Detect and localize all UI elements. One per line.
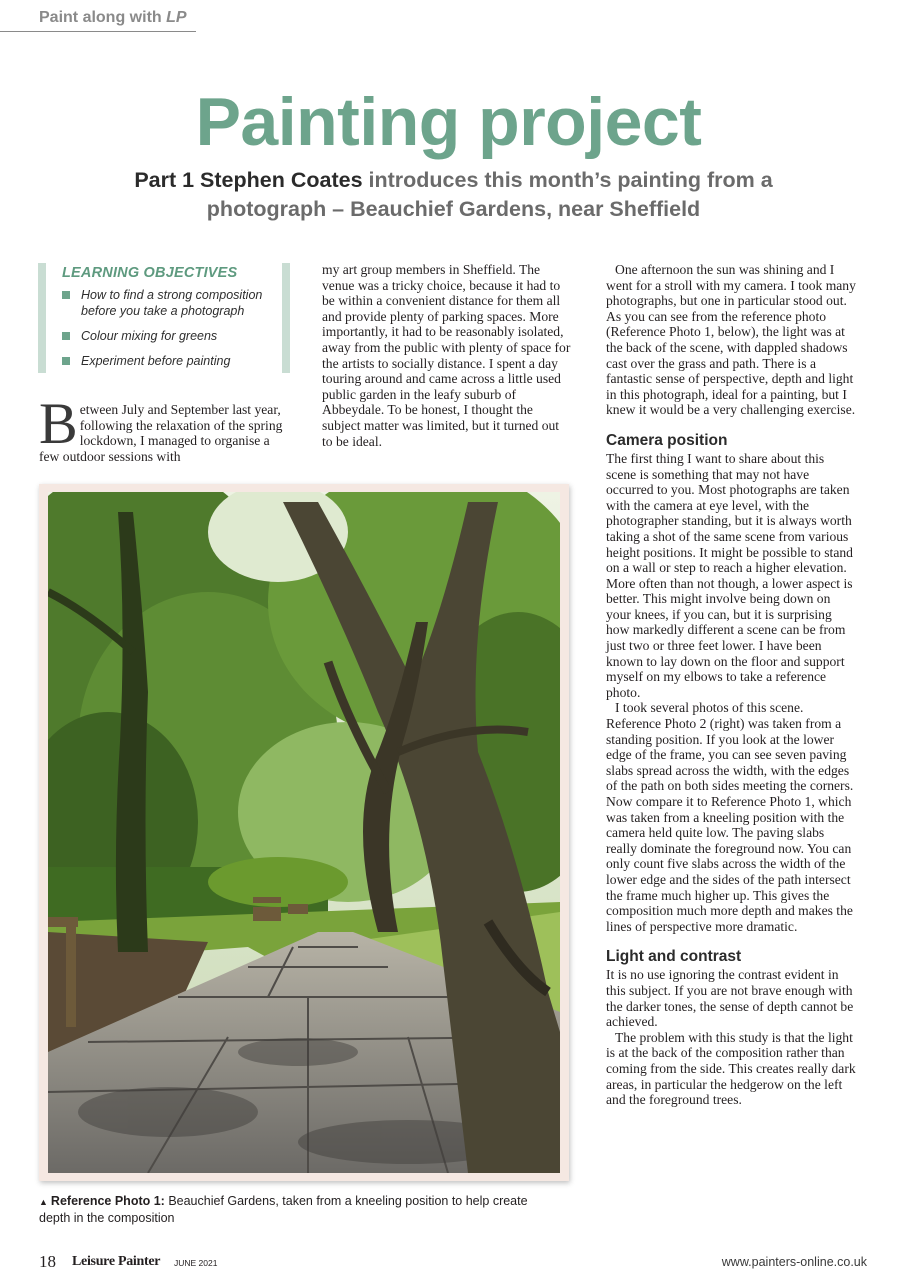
section-tag-text: Paint along with: [39, 9, 167, 26]
issue-date: JUNE 2021: [174, 1258, 218, 1268]
column3-paragraph: The first thing I want to share about this scene is something that may not have occurred to you. Most photographs are taken with the camera at eye level, with the photographer standing, but it is always worth taking a shot of the same scene from various height positions. It might be possible to stand on a wall or step to reach a higher elevation. More often than not though, a lower aspect is better. This might involve being down on your knees, if you can, but it is surprising how markedly different a scene can be from just two or three feet lower. I have been known to lay down on the floor and support myself on my elbows to take a reference photo.: [606, 450, 853, 700]
column3-paragraph: It is no use ignoring the contrast evident in this subject. If you are not brave enough with the darker tones, the sense of depth cannot be achieved.: [606, 967, 854, 1030]
caption-label: Reference Photo 1:: [50, 1194, 165, 1208]
column3-paragraph: One afternoon the sun was shining and I went for a stroll with my camera. I took many photographs, but one in particular stood out. As you can see from the reference photo (Reference Photo 1, below), the light was at the back of the scene, with dappled shadows cast over the grass and path. There is a fantastic sense of perspective, depth and light in this photograph, ideal for a painting, but I knew it would be a very challenging exercise.: [606, 262, 856, 418]
article-column-1: [39, 391, 285, 464]
objective-item: How to find a strong composition before you take a photograph: [62, 287, 282, 319]
reference-photo-frame: [39, 484, 569, 1181]
column3-paragraph: I took several photos of this scene. Reference Photo 2 (right) was taken from a standing position. If you look at the lower edge of the frame, you can see seven paving slabs spread across the width, with the edges of the path on both sides meeting the corners. Now compare it to Reference Photo 1, which was taken from a kneeling position with the camera held quite low. The paving slabs really dominate the foreground now. You can only count five slabs across the width of the lower edge and the sides of the path intersect the frame much higher up. This gives the composition much more depth and makes the lines of perspective more dramatic.: [606, 700, 854, 934]
column1-text: etween July and September last year, following the relaxation of the spring lockdown, I managed to organise a few outdoor sessions with: [39, 402, 283, 464]
dropcap: B: [39, 391, 78, 456]
objective-item: Colour mixing for greens: [62, 328, 282, 344]
objectives-heading: LEARNING OBJECTIVES: [62, 265, 238, 281]
magazine-name: Leisure Painter: [72, 1254, 161, 1269]
column3-paragraph: The problem with this study is that the light is at the back of the composition rather than coming from the side. This creates really dark areas, in particular the hedgerow on the left and the foreground trees.: [606, 1029, 856, 1108]
article-column-2: [322, 262, 572, 449]
photo-caption: [39, 1194, 559, 1226]
standfirst-text: introduces this month’s painting from a photograph – Beauchief Gardens, near Sheffield: [206, 168, 773, 221]
column2-text: my art group members in Sheffield. The venue was a tricky choice, because it had to be within a convenient distance for them all and provide plenty of parking spaces. More importantly, it had to be reasonably isolated, away from the public with plenty of space for the artists to socially distance. I spent a day touring around and came across a little used public garden in the leafy suburb of Abbeydale. To be honest, I thought the subject matter was limited, but it turned out to be ideal.: [322, 262, 571, 449]
objective-item: Experiment before painting: [62, 353, 282, 369]
caption-triangle-icon: ▲: [39, 1197, 48, 1207]
standfirst: [120, 166, 787, 224]
website-url: www.painters-online.co.uk: [721, 1255, 867, 1269]
section-tag-lp: LP: [166, 9, 187, 26]
reference-photo-garden: [48, 492, 560, 1173]
caption-text: Beauchief Gardens, taken from a kneeling position to help create depth in the composition: [39, 1194, 528, 1225]
learning-objectives-box: [38, 263, 290, 373]
page-title: Painting project: [195, 84, 702, 160]
objectives-list: [62, 287, 282, 369]
article-column-3: [606, 262, 856, 1108]
section-tag: [0, 6, 196, 32]
page-number: 18: [39, 1252, 56, 1271]
heading-light-contrast: Light and contrast: [606, 948, 742, 966]
standfirst-author: Part 1 Stephen Coates: [134, 168, 363, 192]
heading-camera-position: Camera position: [606, 431, 728, 449]
